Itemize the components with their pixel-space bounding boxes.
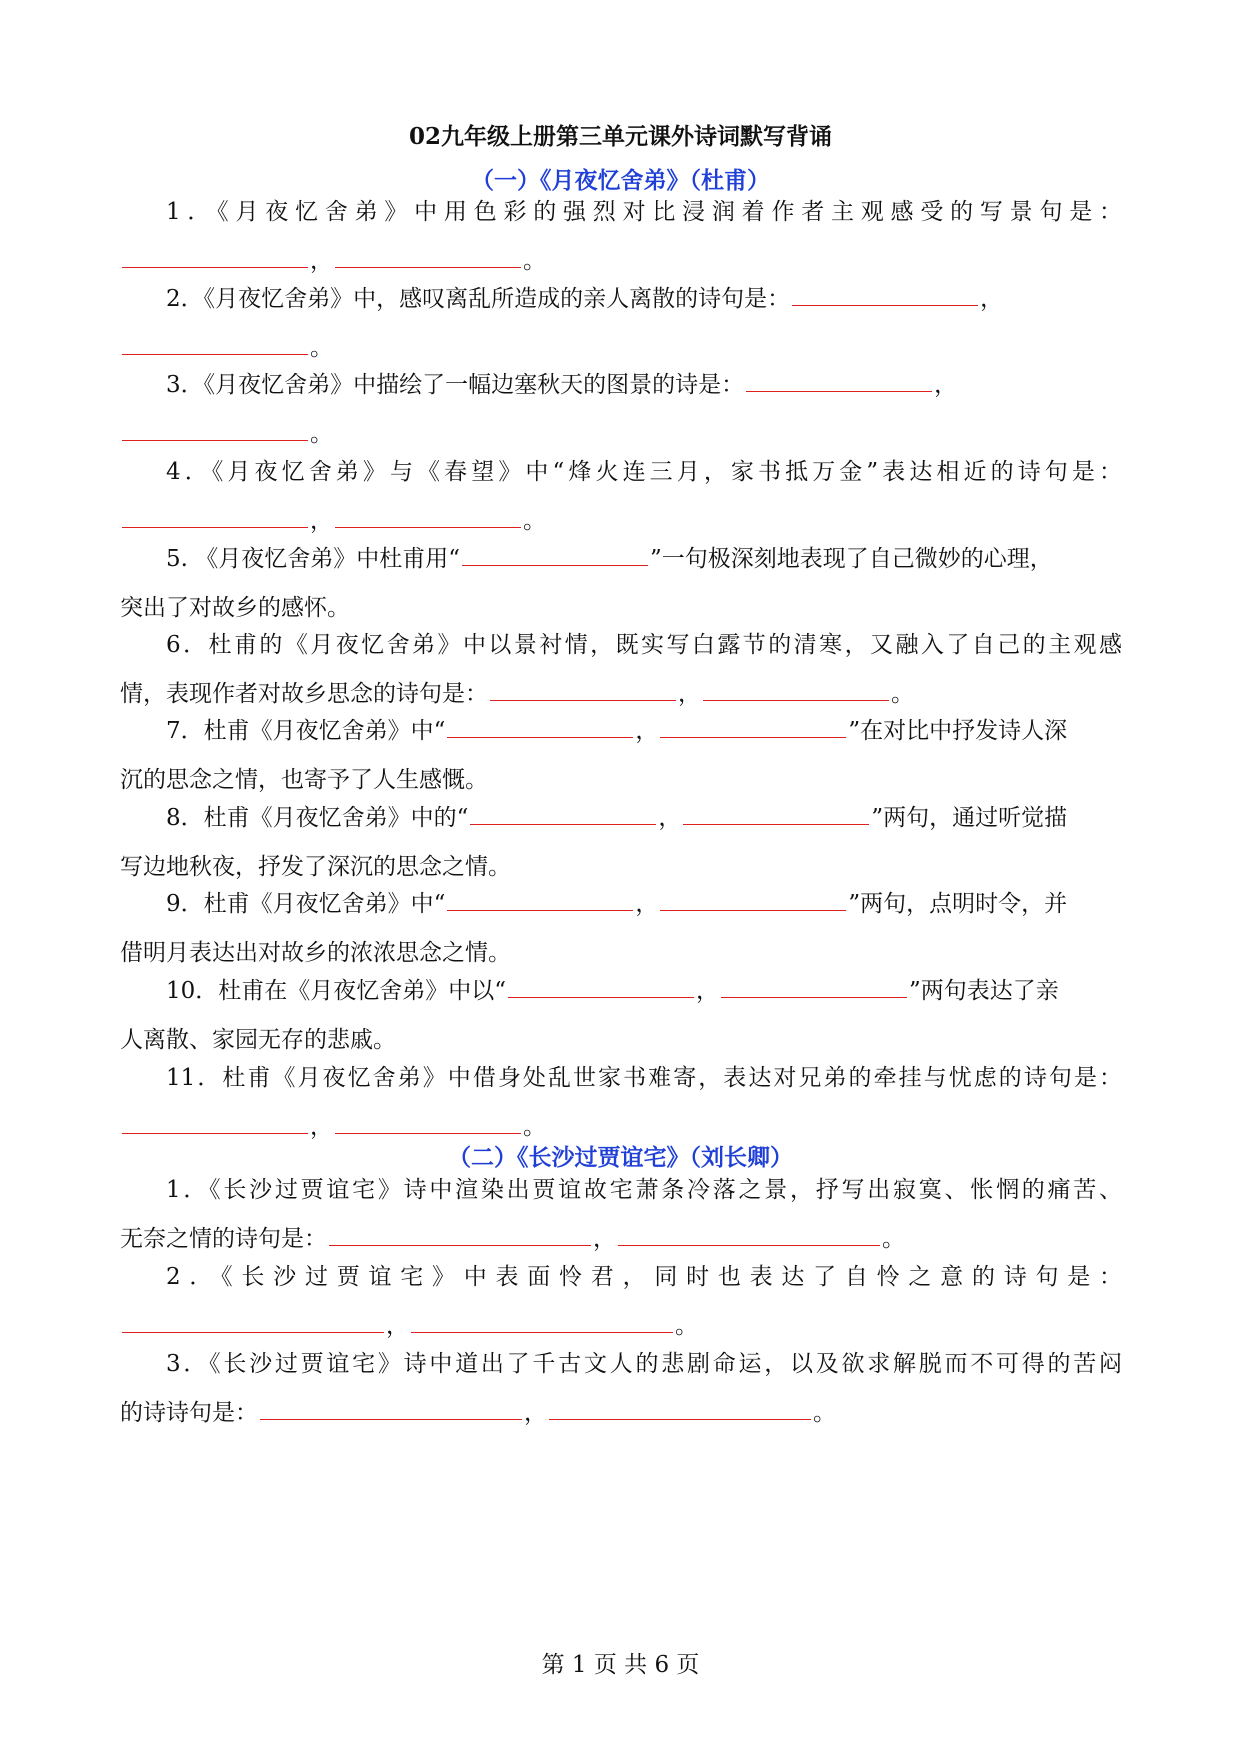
question-4: 4．《月夜忆舍弟》与《春望》中“烽火连三月，家书抵万金”表达相近的诗句是： ， 。 [120, 448, 1122, 546]
question-2-1: 1．《长沙过贾谊宅》诗中渲染出贾谊故宅萧条冷落之景，抒写出寂寞、怅惘的痛苦、 无奈之情的诗句是： ， 。 [120, 1166, 1122, 1264]
question-text: 5. 《月夜忆舍弟》中杜甫用“ [166, 546, 461, 572]
answer-blank[interactable] [335, 1132, 521, 1134]
document-title: 02九年级上册第三单元课外诗词默写背诵 [408, 123, 832, 150]
question-6: 6．杜甫的《月夜忆舍弟》中以景衬情，既实写白露节的清寒，又融入了自己的主观感 情，表现作者对故乡思念的诗句是： ， 。 [120, 621, 1122, 719]
question-2-2: 2．《长沙过贾谊宅》中表面怜君，同时也表达了自怜之意的诗句是： ， 。 [120, 1253, 1122, 1351]
question-text-cont: 人离散、家园无存的悲戚。 [120, 1027, 396, 1053]
question-3: 3．《月夜忆舍弟》中描绘了一幅边塞秋天的图景的诗是： ， 。 [120, 361, 1122, 459]
question-2-3: 3．《长沙过贾谊宅》诗中道出了千古文人的悲剧命运，以及欲求解脱而不可得的苦闷 的诗诗句是： ， 。 [120, 1340, 1122, 1438]
answer-blank[interactable] [447, 736, 633, 738]
question-text: 4．《月夜忆舍弟》与《春望》中“烽火连三月，家书抵万金”表达相近的诗句是： [166, 459, 1122, 485]
answer-blank[interactable] [122, 1132, 308, 1134]
answer-blank[interactable] [618, 1244, 880, 1246]
answer-blank[interactable] [549, 1418, 811, 1420]
question-11: 11．杜甫《月夜忆舍弟》中借身处乱世家书难寄，表达对兄弟的牵挂与忧虑的诗句是： ， 。 [120, 1054, 1122, 1152]
answer-blank[interactable] [683, 823, 869, 825]
question-2: 2．《月夜忆舍弟》中，感叹离乱所造成的亲人离散的诗句是： ， 。 [120, 275, 1122, 373]
page-number: 第 1 页 共 6 页 [541, 1652, 700, 1678]
answer-blank[interactable] [411, 1331, 673, 1333]
question-10: 10．杜甫在《月夜忆舍弟》中以“ ， ”两句表达了亲 人离散、家园无存的悲戚。 [120, 967, 1122, 1065]
answer-blank[interactable] [660, 909, 846, 911]
answer-blank[interactable] [122, 439, 308, 441]
answer-blank[interactable] [660, 736, 846, 738]
question-text: 1．《月夜忆舍弟》中用色彩的强烈对比浸润着作者主观感受的写景句是： [166, 199, 1122, 225]
question-text: 10．杜甫在《月夜忆舍弟》中以“ [166, 978, 507, 1004]
question-8: 8．杜甫《月夜忆舍弟》中的“ ， ”两句，通过听觉描 写边地秋夜，抒发了深沉的思念之情。 [120, 794, 1122, 892]
answer-blank[interactable] [462, 564, 648, 566]
answer-blank[interactable] [122, 266, 308, 268]
question-text-cont: 借明月表达出对故乡的浓浓思念之情。 [120, 940, 511, 966]
question-text: 1．《长沙过贾谊宅》诗中渲染出贾谊故宅萧条冷落之景，抒写出寂寞、怅惘的痛苦、 [166, 1177, 1122, 1203]
answer-blank[interactable] [447, 909, 633, 911]
answer-blank[interactable] [792, 304, 978, 306]
question-text: 6．杜甫的《月夜忆舍弟》中以景衬情，既实写白露节的清寒，又融入了自己的主观感 [166, 632, 1122, 658]
question-text-cont: 突出了对故乡的感怀。 [120, 595, 350, 621]
question-text-cont: 写边地秋夜，抒发了深沉的思念之情。 [120, 854, 511, 880]
question-text: 3．《月夜忆舍弟》中描绘了一幅边塞秋天的图景的诗是： [166, 372, 745, 398]
question-text: 11．杜甫《月夜忆舍弟》中借身处乱世家书难寄，表达对兄弟的牵挂与忧虑的诗句是： [166, 1065, 1122, 1091]
answer-blank[interactable] [329, 1244, 591, 1246]
answer-blank[interactable] [721, 996, 907, 998]
question-text: 2．《月夜忆舍弟》中，感叹离乱所造成的亲人离散的诗句是： [166, 286, 791, 312]
answer-blank[interactable] [122, 353, 308, 355]
question-text: 8．杜甫《月夜忆舍弟》中的“ [166, 805, 469, 831]
answer-blank[interactable] [490, 699, 676, 701]
answer-blank[interactable] [470, 823, 656, 825]
question-1: 1．《月夜忆舍弟》中用色彩的强烈对比浸润着作者主观感受的写景句是： ， 。 [120, 188, 1122, 286]
question-5: 5. 《月夜忆舍弟》中杜甫用“ ”一句极深刻地表现了自己微妙的心理， 突出了对故乡的感怀。 [120, 535, 1122, 633]
question-text: 3．《长沙过贾谊宅》诗中道出了千古文人的悲剧命运，以及欲求解脱而不可得的苦闷 [166, 1351, 1122, 1377]
question-text: 2．《长沙过贾谊宅》中表面怜君，同时也表达了自怜之意的诗句是： [166, 1264, 1122, 1290]
answer-blank[interactable] [508, 996, 694, 998]
answer-blank[interactable] [703, 699, 889, 701]
answer-blank[interactable] [122, 526, 308, 528]
answer-blank[interactable] [746, 390, 932, 392]
question-9: 9．杜甫《月夜忆舍弟》中“ ， ”两句，点明时令，并 借明月表达出对故乡的浓浓思念之情。 [120, 880, 1122, 978]
section-heading-1: （一）《月夜忆舍弟》（杜甫） [471, 167, 770, 194]
section-heading-2: （二）《长沙过贾谊宅》（刘长卿） [448, 1144, 793, 1171]
answer-blank[interactable] [122, 1331, 384, 1333]
answer-blank[interactable] [335, 526, 521, 528]
answer-blank[interactable] [260, 1418, 522, 1420]
question-text: 7．杜甫《月夜忆舍弟》中“ [166, 718, 446, 744]
question-7: 7．杜甫《月夜忆舍弟》中“ ， ”在对比中抒发诗人深 沉的思念之情，也寄予了人生感慨。 [120, 707, 1122, 805]
question-text-cont: 沉的思念之情，也寄予了人生感慨。 [120, 767, 488, 793]
answer-blank[interactable] [335, 266, 521, 268]
question-text: 9．杜甫《月夜忆舍弟》中“ [166, 891, 446, 917]
